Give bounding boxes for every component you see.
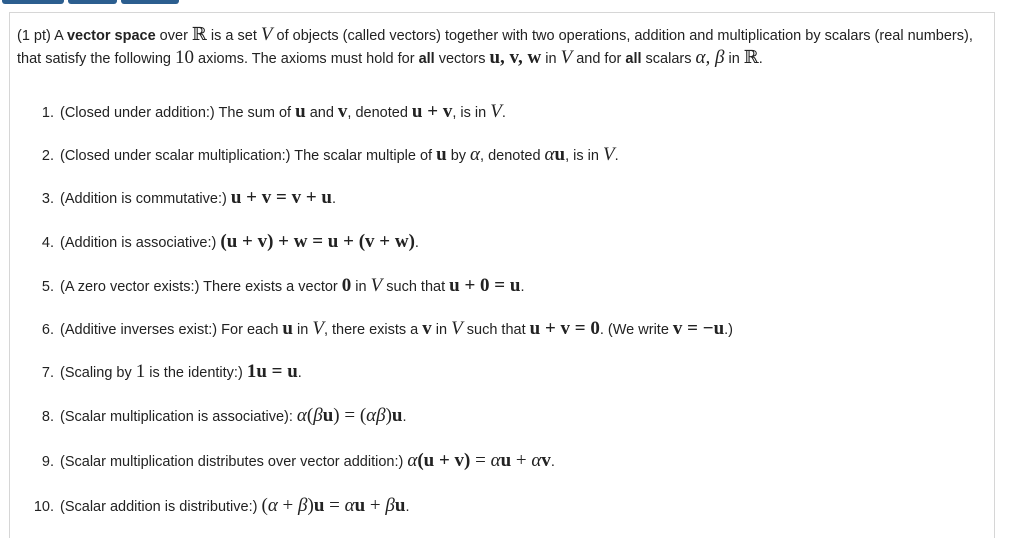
axiom-text: (Scalar multiplication is associative):: [60, 409, 297, 425]
axiom-number: 7.: [41, 365, 54, 381]
intro-text: in: [541, 51, 561, 67]
scalar-symbols: α, β: [695, 47, 725, 68]
axiom-text: such that: [382, 279, 450, 295]
math-expression: α: [407, 450, 418, 471]
intro-text: and for: [572, 51, 626, 67]
axiom-text: .: [414, 235, 419, 251]
math-expression: α: [344, 495, 355, 516]
axiom-item: [26, 360, 302, 385]
axiom-text: .): [724, 322, 734, 338]
axiom-number: 2.: [41, 148, 54, 164]
axiom-text: .: [501, 105, 506, 121]
axiom-count: 10: [174, 47, 194, 68]
math-expression: α: [296, 405, 307, 426]
top-tab[interactable]: [121, 0, 179, 4]
axiom-text: (Addition is associative:): [60, 235, 221, 251]
axiom-text: .: [297, 365, 302, 381]
math-expression: β: [313, 405, 323, 426]
axiom-text: (Closed under addition:) The sum of: [60, 105, 296, 121]
math-expression: u: [391, 405, 403, 426]
top-tab[interactable]: [2, 0, 64, 4]
math-expression: u + v = 0: [529, 318, 600, 339]
math-expression: =: [324, 495, 345, 516]
intro-text: vectors: [434, 51, 490, 67]
math-expression: αβ: [366, 405, 386, 426]
math-expression: V: [490, 101, 502, 122]
points-label: (1 pt): [17, 28, 51, 44]
math-expression: V: [370, 275, 383, 296]
math-expression: u: [500, 450, 512, 471]
axiom-number: 1.: [41, 105, 54, 121]
intro-text: in: [724, 51, 744, 67]
intro-text: .: [758, 51, 763, 67]
math-expression: (u + v) + w = u + (v + w): [220, 231, 415, 252]
axiom-text: .: [520, 279, 525, 295]
math-expression: ): [307, 495, 314, 516]
math-expression: V: [312, 318, 324, 339]
math-expression: +: [511, 450, 532, 471]
axiom-text: .: [405, 499, 410, 515]
math-expression: u: [554, 144, 566, 165]
axiom-item: [26, 317, 733, 342]
vector-symbols: u, v, w: [489, 47, 542, 68]
field-symbol: ℝ: [743, 47, 759, 68]
math-expression: v: [541, 450, 551, 471]
set-symbol: V: [560, 47, 573, 68]
math-expression: u: [295, 101, 306, 122]
axiom-text: (Scalar addition is distributive:): [60, 499, 262, 515]
axiom-text: is the identity:): [145, 365, 247, 381]
axiom-text: in: [431, 322, 452, 338]
axiom-number: 5.: [41, 279, 54, 295]
axiom-item: [26, 494, 409, 519]
math-expression: α: [470, 144, 481, 165]
math-expression: (: [261, 495, 268, 516]
math-expression: u: [322, 405, 334, 426]
math-expression: +: [365, 495, 386, 516]
math-expression: v = −u: [672, 318, 725, 339]
intro-text: A: [50, 28, 67, 44]
math-expression: v: [337, 101, 348, 122]
axiom-item: [26, 230, 419, 255]
math-expression: u: [394, 495, 406, 516]
intro-text: scalars: [641, 51, 696, 67]
axiom-number: 4.: [41, 235, 54, 251]
problem-panel: [9, 12, 995, 538]
math-expression: α: [490, 450, 501, 471]
math-expression: 1: [135, 361, 146, 382]
math-expression: =: [470, 450, 491, 471]
math-expression: 0: [341, 275, 352, 296]
axiom-text: (Scalar multiplication distributes over vector addition:): [60, 454, 408, 470]
axiom-text: , is in: [565, 148, 603, 164]
axiom-text: .: [402, 409, 407, 425]
math-expression: (u + v): [417, 450, 471, 471]
axiom-text: such that: [462, 322, 530, 338]
axiom-text: (A zero vector exists:) There exists a vector: [60, 279, 342, 295]
axiom-text: and: [305, 105, 338, 121]
math-expression: β: [298, 495, 308, 516]
axiom-text: .: [614, 148, 619, 164]
axiom-item: [26, 100, 506, 125]
intro-text: is a set: [206, 28, 261, 44]
axiom-number: 9.: [41, 454, 54, 470]
math-expression: u: [313, 495, 325, 516]
axiom-text: (Additive inverses exist:) For each: [60, 322, 283, 338]
axiom-text: (Closed under scalar multiplication:) The scalar multiple of: [60, 148, 437, 164]
axiom-text: in: [293, 322, 313, 338]
axiom-number: 3.: [41, 191, 54, 207]
top-tab[interactable]: [68, 0, 117, 4]
emphasis-all: all: [625, 51, 642, 67]
set-symbol: V: [260, 24, 273, 45]
axiom-text: .: [550, 454, 555, 470]
math-expression: α: [267, 495, 278, 516]
math-expression: V: [602, 144, 615, 165]
axiom-text: by: [446, 148, 471, 164]
math-expression: α: [544, 144, 555, 165]
math-expression: 1u = u: [246, 361, 298, 382]
axiom-item: [26, 186, 336, 211]
axiom-item: [26, 274, 524, 299]
axiom-text: (Addition is commutative:): [60, 191, 231, 207]
axiom-text: , denoted: [480, 148, 545, 164]
axiom-text: . (We write: [599, 322, 673, 338]
problem-intro: [17, 24, 977, 70]
math-expression: ) = (: [333, 405, 367, 426]
math-expression: u + v: [411, 101, 453, 122]
math-expression: (: [306, 405, 314, 426]
axiom-number: 10.: [33, 499, 54, 515]
axiom-text: .: [331, 191, 336, 207]
math-expression: u + v = v + u: [230, 187, 332, 208]
term-vector-space: vector space: [66, 28, 156, 44]
field-symbol: ℝ: [191, 24, 207, 45]
intro-text: axioms. The axioms must hold for: [193, 51, 419, 67]
axiom-item: [26, 449, 555, 474]
emphasis-all: all: [418, 51, 435, 67]
axiom-text: , denoted: [347, 105, 412, 121]
axiom-number: 8.: [41, 409, 54, 425]
math-expression: u: [354, 495, 366, 516]
axiom-number: 6.: [41, 322, 54, 338]
math-expression: V: [451, 318, 463, 339]
math-expression: α: [531, 450, 542, 471]
intro-text: of objects (called vectors) together with two operations, addition and multiplication by scalars (real numbers), that satisfy the following: [17, 28, 973, 67]
axiom-item: [26, 143, 619, 168]
math-expression: u: [282, 318, 293, 339]
axiom-text: (Scaling by: [60, 365, 136, 381]
math-expression: u + 0 = u: [449, 275, 521, 296]
intro-text: over: [155, 28, 192, 44]
math-expression: u: [436, 144, 447, 165]
math-expression: β: [385, 495, 395, 516]
axiom-item: [26, 404, 407, 429]
axiom-text: , is in: [452, 105, 491, 121]
math-expression: ): [385, 405, 392, 426]
math-expression: v: [422, 318, 432, 339]
axiom-text: in: [351, 279, 371, 295]
math-expression: +: [277, 495, 299, 516]
axiom-text: , there exists a: [323, 322, 423, 338]
